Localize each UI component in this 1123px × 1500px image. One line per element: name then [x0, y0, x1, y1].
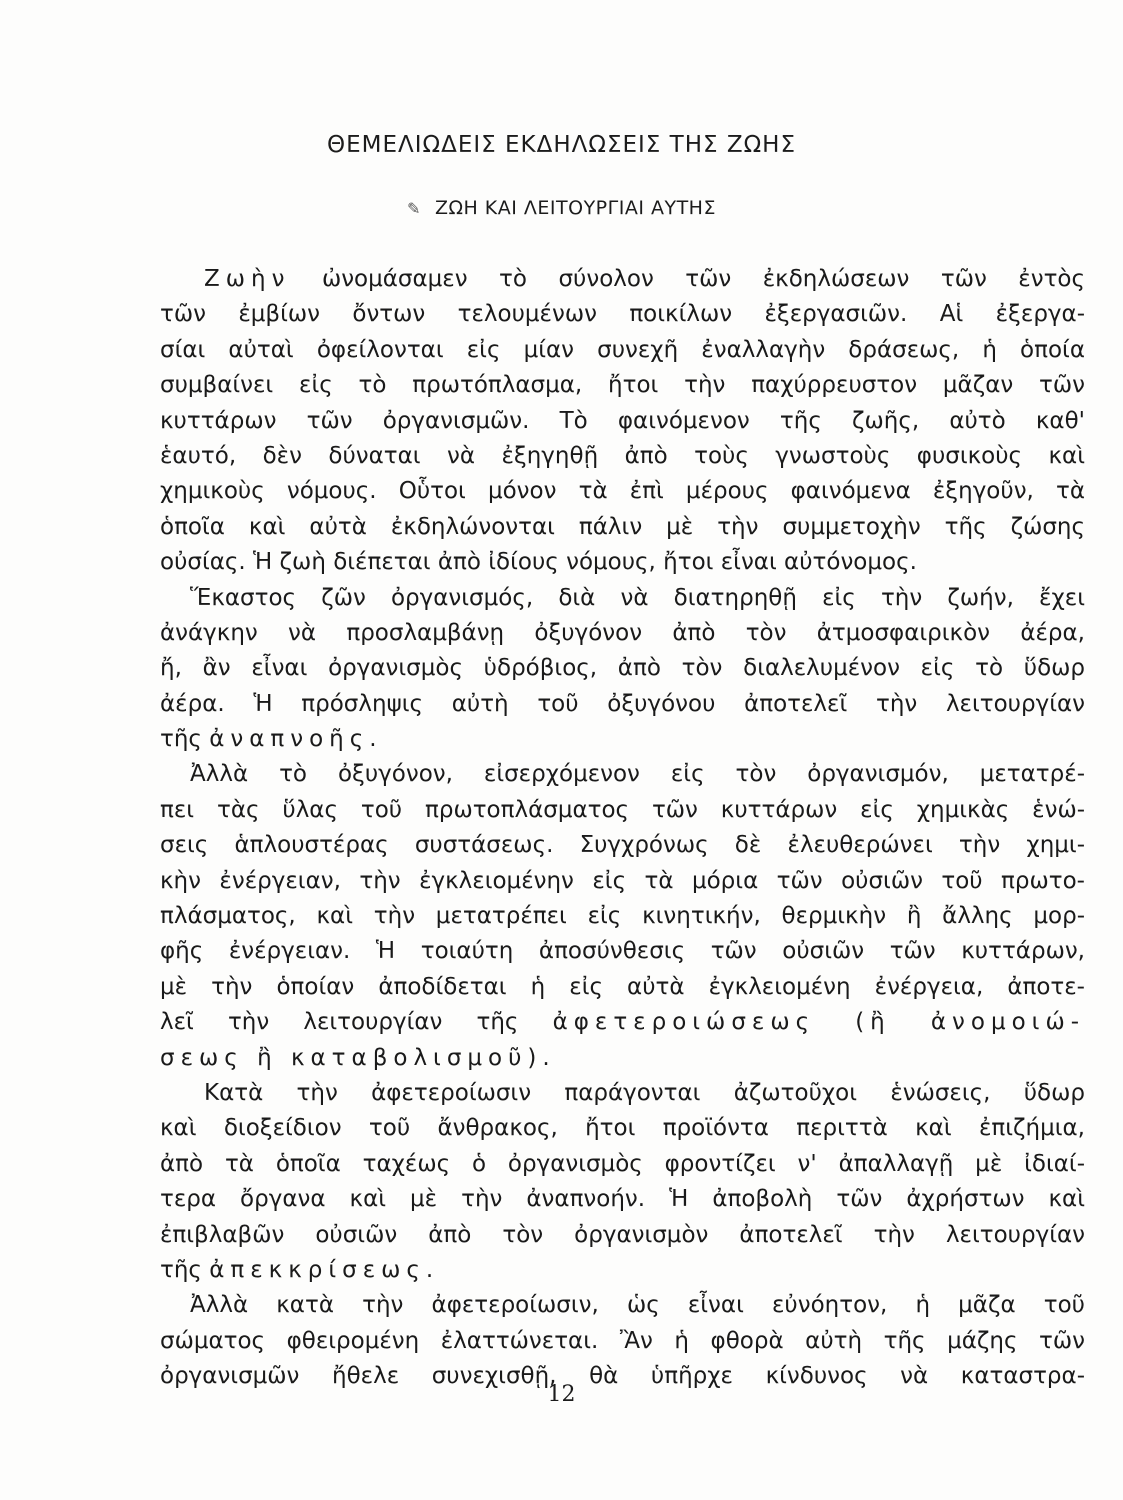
emphasized-text: ἀφετεροιώσεως (ἢ ἀνομοιώ- — [552, 1009, 1086, 1036]
line-text: συμβαίνει εἰς τὸ πρωτόπλασμα, ἤτοι τὴν παχύρρευστον μᾶζαν τῶν — [160, 372, 1085, 399]
text-line — [160, 368, 1085, 403]
line-text: τῆς — [160, 1256, 210, 1283]
line-text: Ἀλλὰ κατὰ τὴν ἀφετεροίωσιν, ὡς εἶναι εὐνόητον, ἡ μᾶζα τοῦ — [190, 1292, 1085, 1319]
line-text: καὶ διοξείδιον τοῦ ἄνθρακος, ἤτοι προϊόντα περιττὰ καὶ ἐπιζήμια, — [160, 1115, 1085, 1142]
section-subtitle — [0, 197, 1123, 219]
emphasized-text: σεως ἢ καταβολισμοῦ). — [160, 1044, 556, 1071]
text-line — [160, 934, 1085, 969]
emphasized-text: Ζωὴν — [204, 266, 291, 292]
text-line — [160, 757, 1085, 792]
line-text: Ἕκαστος ζῶν ὀργανισμός, διὰ νὰ διατηρηθῇ εἰς τὴν ζωήν, ἔχει — [190, 584, 1085, 611]
text-line — [160, 970, 1085, 1005]
line-text: τῶν ἐμβίων ὄντων τελουμένων ποικίλων ἐξεργασιῶν. Αἱ ἐξεργα- — [160, 301, 1085, 328]
text-line — [160, 1076, 1085, 1111]
line-text: ἤ, ἂν εἶναι ὀργανισμὸς ὑδρόβιος, ἀπὸ τὸν διαλελυμένον εἰς τὸ ὕδωρ — [160, 655, 1085, 682]
line-text: σίαι αὐταὶ ὀφείλονται εἰς μίαν συνεχῆ ἐναλλαγὴν δράσεως, ἡ ὁποία — [160, 336, 1085, 363]
text-line — [160, 510, 1085, 545]
text-line — [160, 1111, 1085, 1146]
text-line — [160, 1182, 1085, 1217]
line-text: τερα ὄργανα καὶ μὲ τὴν ἀναπνοήν. Ἡ ἀποβολὴ τῶν ἀχρήστων καὶ — [160, 1186, 1085, 1213]
line-text: Ἀλλὰ τὸ ὀξυγόνον, εἰσερχόμενον εἰς τὸν ὀργανισμόν, μετατρέ- — [190, 761, 1085, 788]
line-text: κὴν ἐνέργειαν, τὴν ἐγκλειομένην εἰς τὰ μόρια τῶν οὐσιῶν τοῦ πρωτο- — [160, 867, 1085, 894]
text-line — [160, 439, 1085, 474]
text-line — [160, 1041, 1085, 1076]
emphasized-text: ἀπεκκρίσεως. — [209, 1256, 440, 1283]
line-text: σεις ἁπλουστέρας συστάσεως. Συγχρόνως δὲ ἐλευθερώνει τὴν χημι- — [160, 832, 1085, 859]
text-line — [160, 1324, 1085, 1359]
text-line — [160, 1288, 1085, 1323]
text-line — [160, 333, 1085, 368]
line-text: λεῖ τὴν λειτουργίαν τῆς — [160, 1009, 553, 1036]
text-line — [160, 474, 1085, 509]
page-number: 12 — [547, 1382, 576, 1407]
text-line — [160, 793, 1085, 828]
line-text: ἑαυτό, δὲν δύναται νὰ ἐξηγηθῇ ἀπὸ τοὺς γνωστοὺς φυσικοὺς καὶ — [160, 442, 1085, 469]
line-text: ἀνάγκην νὰ προσλαμβάνῃ ὀξυγόνον ἀπὸ τὸν ἀτμοσφαιρικὸν ἀέρα, — [160, 619, 1085, 646]
text-line — [160, 545, 1085, 580]
line-text: πει τὰς ὕλας τοῦ πρωτοπλάσματος τῶν κυττάρων εἰς χημικὰς ἑνώ- — [160, 796, 1085, 823]
text-line — [160, 1147, 1085, 1182]
text-line — [160, 262, 1085, 297]
line-text: ἐπιβλαβῶν οὐσιῶν ἀπὸ τὸν ὀργανισμὸν ἀποτελεῖ τὴν λειτουργίαν — [160, 1221, 1085, 1248]
line-text: πλάσματος, καὶ τὴν μετατρέπει εἰς κινητικήν, θερμικὴν ἢ ἄλλης μορ- — [160, 903, 1085, 930]
body-text — [160, 262, 1085, 1395]
line-text: κυττάρων τῶν ὀργανισμῶν. Τὸ φαινόμενον τῆς ζωῆς, αὐτὸ καθ' — [160, 407, 1085, 434]
line-text: ὁποῖα καὶ αὐτὰ ἐκδηλώνονται πάλιν μὲ τὴν συμμετοχὴν τῆς ζώσης — [160, 513, 1085, 540]
line-text: ἀέρα. Ἡ πρόσληψις αὐτὴ τοῦ ὀξυγόνου ἀποτελεῖ τὴν λειτουργίαν — [160, 690, 1085, 717]
line-text: σώματος φθειρομένη ἐλαττώνεται. Ἂν ἡ φθορὰ αὐτὴ τῆς μάζης τῶν — [160, 1327, 1085, 1354]
text-line — [160, 297, 1085, 332]
text-line — [160, 1218, 1085, 1253]
text-line — [160, 864, 1085, 899]
text-line — [160, 828, 1085, 863]
text-line — [160, 899, 1085, 934]
printer-mark-icon: ✎ — [407, 199, 421, 218]
line-text: ὠνομάσαμεν τὸ σύνολον τῶν ἐκδηλώσεων τῶν ἐντὸς — [290, 266, 1085, 292]
text-line — [160, 404, 1085, 439]
section-subtitle-text: ΖΩΗ ΚΑΙ ΛΕΙΤΟΥΡΓΙΑΙ ΑΥΤΗΣ — [434, 197, 716, 219]
line-text: χημικοὺς νόμους. Οὗτοι μόνον τὰ ἐπὶ μέρους φαινόμενα ἐξηγοῦν, τὰ — [160, 478, 1085, 505]
chapter-title: ΘΕΜΕΛΙΩΔΕΙΣ ΕΚΔΗΛΩΣΕΙΣ ΤΗΣ ΖΩΗΣ — [327, 132, 796, 158]
line-text: ὀργανισμῶν ἤθελε συνεχισθῇ, θὰ ὑπῆρχε κίνδυνος νὰ καταστρα- — [160, 1363, 1085, 1390]
line-text: ἀπὸ τὰ ὁποῖα ταχέως ὁ ὀργανισμὸς φροντίζει ν' ἀπαλλαγῇ μὲ ἰδιαί- — [160, 1150, 1085, 1177]
emphasized-text: ἀναπνοῆς. — [209, 726, 383, 753]
text-line — [160, 651, 1085, 686]
text-line — [160, 1253, 1085, 1288]
text-line — [160, 722, 1085, 757]
text-line — [160, 687, 1085, 722]
line-text: τῆς — [160, 726, 210, 753]
line-text: Κατὰ τὴν ἀφετεροίωσιν παράγονται ἀζωτοῦχοι ἑνώσεις, ὕδωρ — [204, 1079, 1085, 1106]
text-line — [160, 581, 1085, 616]
line-text: μὲ τὴν ὁποίαν ἀποδίδεται ἡ εἰς αὐτὰ ἐγκλειομένη ἐνέργεια, ἀποτε- — [160, 973, 1085, 1000]
line-text: οὐσίας. Ἡ ζωὴ διέπεται ἀπὸ ἰδίους νόμους, ἤτοι εἶναι αὐτόνομος. — [160, 549, 917, 576]
text-line — [160, 616, 1085, 651]
text-line — [160, 1005, 1085, 1040]
line-text: φῆς ἐνέργειαν. Ἡ τοιαύτη ἀποσύνθεσις τῶν οὐσιῶν τῶν κυττάρων, — [160, 938, 1085, 965]
